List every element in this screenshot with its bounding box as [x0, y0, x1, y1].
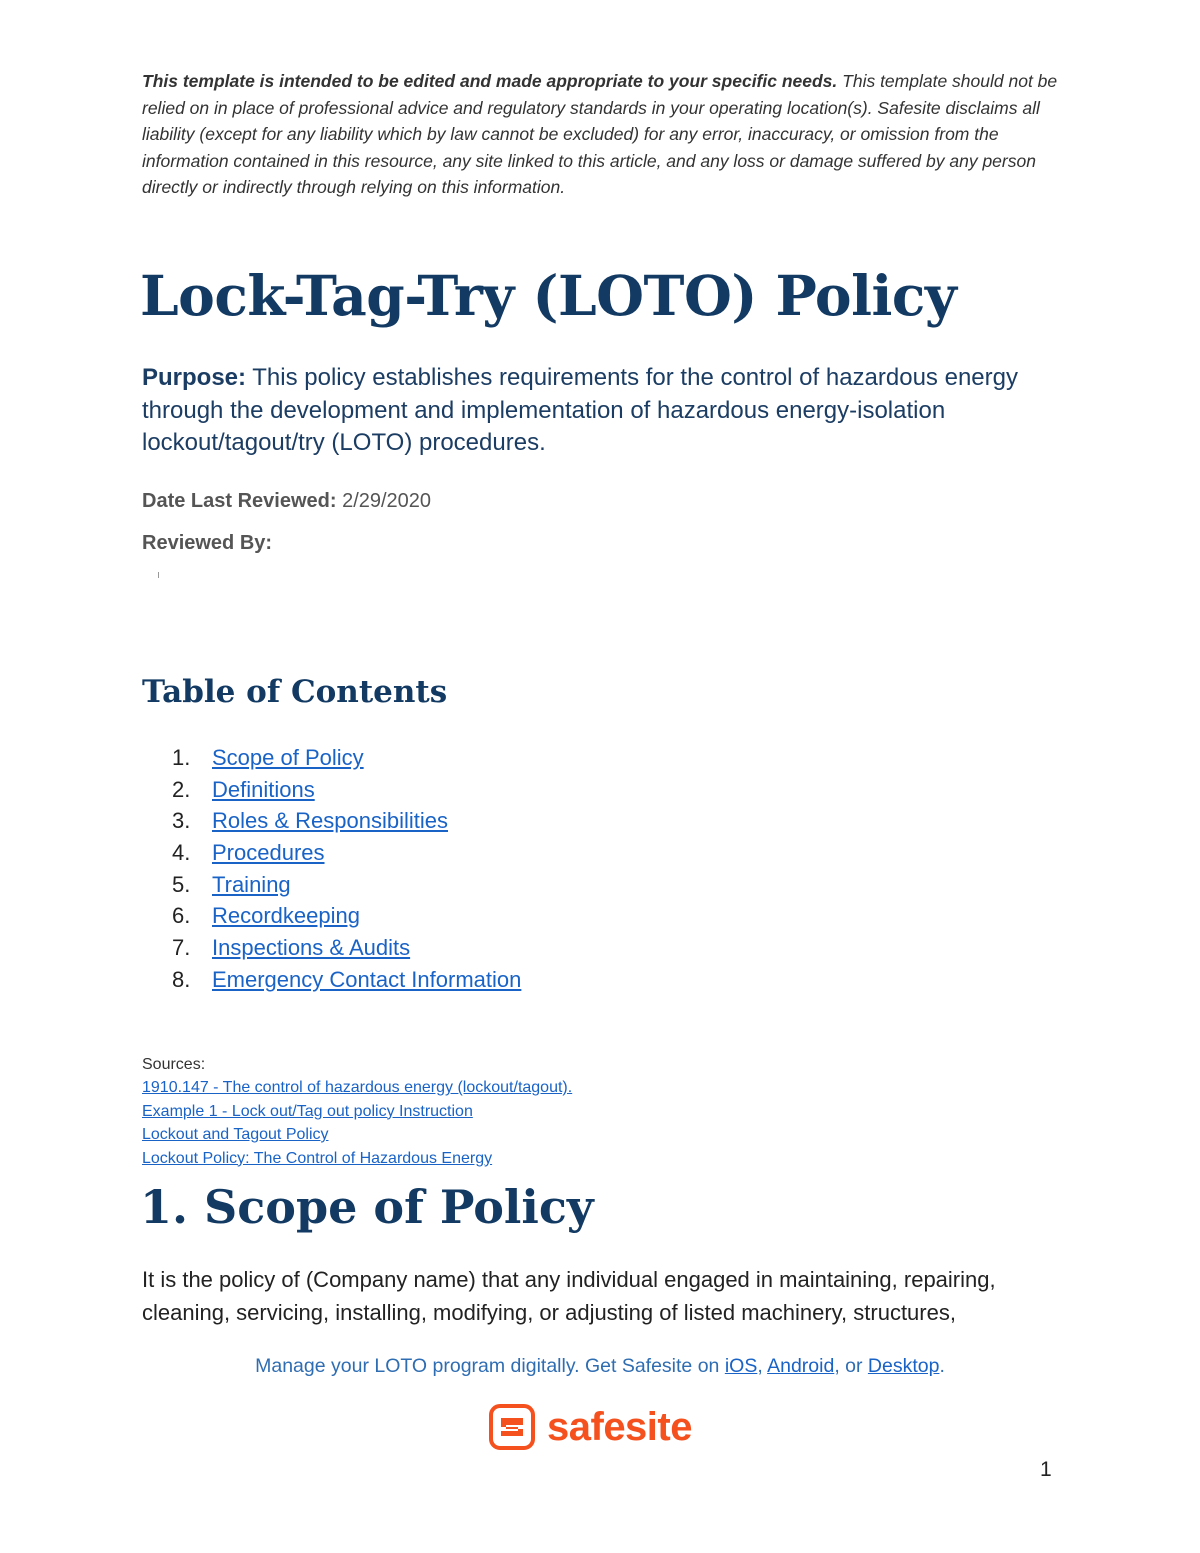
toc-item-number: 2.	[172, 776, 191, 802]
toc-item	[142, 774, 521, 806]
android-link[interactable]: Android	[767, 1355, 835, 1377]
toc-link[interactable]: Training	[212, 871, 291, 897]
purpose-label: Purpose:	[142, 364, 247, 391]
toc-item	[142, 837, 521, 869]
toc-item-number: 8.	[172, 966, 191, 992]
logo-text: safesite	[547, 1405, 692, 1449]
section-title-scope: 1. Scope of Policy	[140, 1180, 594, 1234]
promo-suffix: .	[939, 1355, 945, 1377]
toc-link[interactable]: Procedures	[212, 840, 325, 866]
page-number: 1	[1040, 1458, 1052, 1481]
purpose-text: This policy establishes requirements for the control of hazardous energy through the development and implementation of hazardous energy-isolation lockout/tagout/try (LOTO) procedures.	[142, 364, 1018, 456]
toc-link[interactable]: Recordkeeping	[212, 903, 360, 929]
source-link[interactable]: Lockout Policy: The Control of Hazardous Energy	[142, 1149, 493, 1167]
source-link[interactable]: Lockout and Tagout Policy	[142, 1126, 329, 1143]
toc-item	[142, 932, 521, 964]
toc-item	[142, 805, 521, 837]
toc-item-number: 3.	[172, 808, 191, 834]
toc-item	[142, 900, 521, 932]
date-last-reviewed	[142, 490, 431, 513]
toc-item-number: 7.	[172, 935, 191, 961]
date-value: 2/29/2020	[336, 490, 432, 512]
toc-link[interactable]: Roles & Responsibilities	[212, 808, 448, 834]
reviewed-by-label: Reviewed By:	[142, 532, 273, 554]
sources-list	[142, 1076, 572, 1170]
disclaimer-bold: This template is intended to be edited and made appropriate to your specific needs.	[142, 71, 838, 91]
scope-paragraph: It is the policy of (Company name) that any individual engaged in maintaining, repairing, cleaning, servicing, installing, modifying, or adjusting of listed machinery, structures,	[142, 1267, 996, 1325]
toc-link[interactable]: Emergency Contact Information	[212, 966, 522, 992]
desktop-link[interactable]: Desktop	[867, 1355, 940, 1377]
purpose-paragraph	[142, 362, 1062, 460]
promo-separator-1: ,	[757, 1355, 768, 1377]
disclaimer	[142, 68, 1062, 201]
toc-link[interactable]: Inspections & Audits	[212, 935, 411, 961]
toc-item-number: 6.	[172, 903, 191, 929]
toc-item	[142, 869, 521, 901]
toc-title: Table of Contents	[142, 674, 448, 710]
table-of-contents	[142, 742, 521, 996]
promo-separator-2: , or	[834, 1355, 868, 1377]
ios-link[interactable]: iOS	[724, 1355, 758, 1377]
safesite-logo	[489, 1400, 692, 1454]
date-label: Date Last Reviewed:	[142, 490, 337, 512]
safesite-logo-icon	[489, 1404, 535, 1450]
source-link[interactable]: 1910.147 - The control of hazardous energy (lockout/tagout).	[142, 1079, 573, 1096]
text-cursor-mark	[158, 572, 159, 578]
sources-label: Sources:	[142, 1056, 206, 1073]
disclaimer-text: This template should not be relied on in place of professional advice and regulatory standards in your operating location(s). Safesite disclaims all liability (except for any liability which by law cannot be excluded) for any error, inaccuracy, or omission from the information contained in this resource, any site linked to this article, and any loss or damage suffered by any person directly or indirectly through relying on this information.	[142, 71, 1058, 198]
source-link[interactable]: Example 1 - Lock out/Tag out policy Instruction	[142, 1102, 473, 1120]
promo-text: Manage your LOTO program digitally. Get Safesite on	[255, 1355, 725, 1377]
toc-link[interactable]: Definitions	[212, 776, 315, 802]
page-title: Lock-Tag-Try (LOTO) Policy	[140, 263, 957, 328]
toc-item-number: 5.	[172, 871, 191, 897]
toc-item-number: 4.	[172, 840, 191, 866]
toc-item-number: 1.	[172, 745, 191, 770]
toc-item	[142, 964, 521, 996]
toc-link[interactable]: Scope of Policy	[212, 745, 364, 770]
footer-promo	[0, 1352, 1200, 1380]
toc-item	[142, 742, 521, 774]
